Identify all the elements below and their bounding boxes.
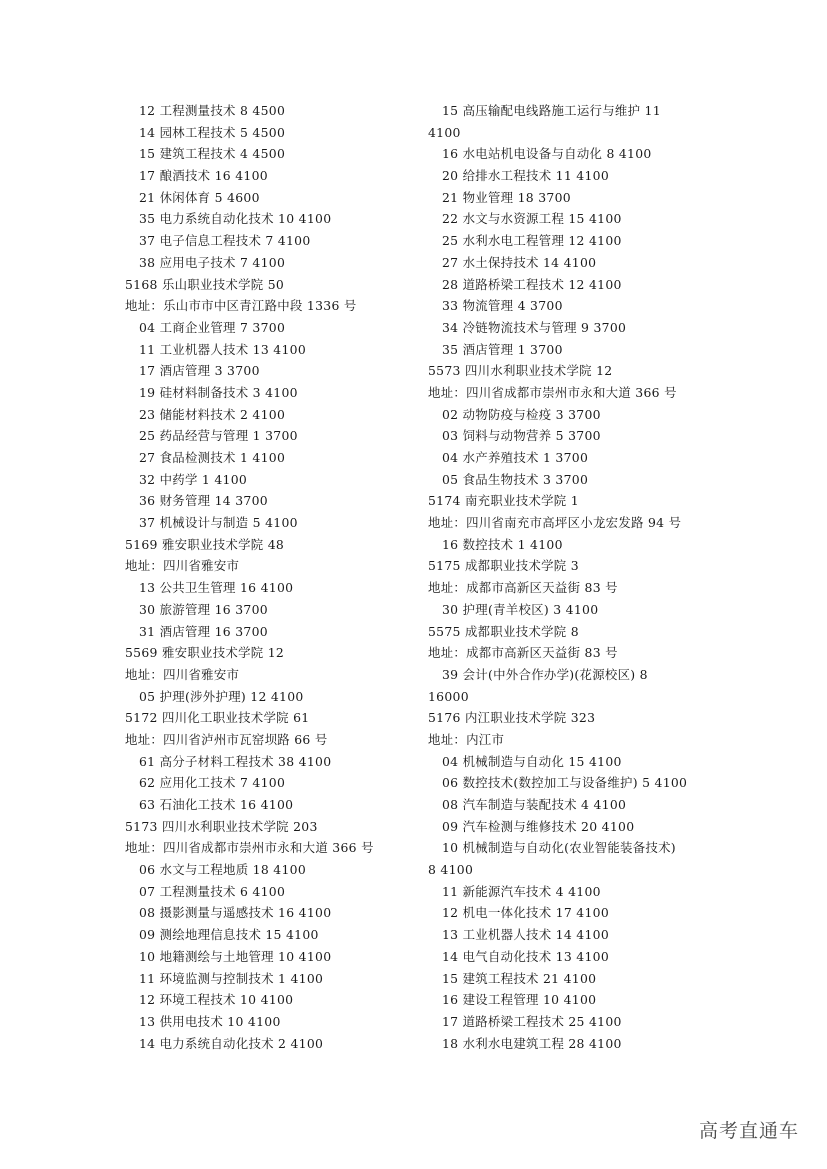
continuation-line: 4100 [428,124,461,140]
address-line: 地址：四川省南充市高坪区小龙宏发路 94 号 [428,515,682,531]
major-line: 37 机械设计与制造 5 4100 [139,515,298,531]
watermark-logo: 高考直通车 [698,1120,799,1142]
continuation-line: 8 4100 [428,862,474,878]
major-line: 17 酿酒技术 16 4100 [139,168,268,184]
major-line: 03 饲料与动物营养 5 3700 [442,428,601,444]
major-line: 09 测绘地理信息技术 15 4100 [139,927,319,943]
address-line: 地址：成都市高新区天益街 83 号 [428,580,618,596]
major-line: 04 机械制造与自动化 15 4100 [442,753,622,769]
school-line: 5175 成都职业技术学院 3 [428,558,579,574]
major-line: 34 冷链物流技术与管理 9 3700 [442,319,627,335]
major-line: 19 硅材料制备技术 3 4100 [139,384,298,400]
major-line: 05 护理(涉外护理) 12 4100 [139,688,304,704]
major-line: 25 水利水电工程管理 12 4100 [442,233,622,249]
major-line: 11 新能源汽车技术 4 4100 [442,883,601,899]
school-line: 5176 内江职业技术学院 323 [428,710,596,726]
major-line: 63 石油化工技术 16 4100 [139,797,294,812]
continuation-line: 16000 [428,688,469,704]
major-line: 37 电子信息工程技术 7 4100 [139,233,311,249]
school-line: 5173 四川水利职业技术学院 203 [125,818,318,834]
major-line: 33 物流管理 4 3700 [442,298,563,314]
major-line: 18 水利水电建筑工程 28 4100 [442,1035,622,1051]
major-line: 16 水电站机电设备与自动化 8 4100 [442,146,652,162]
major-line: 06 数控技术(数控加工与设备维护) 5 4100 [442,775,688,791]
major-line: 13 工业机器人技术 14 4100 [442,927,610,943]
major-line: 02 动物防疫与检疫 3 3700 [442,406,601,422]
address-line: 地址：四川省泸州市瓦窑坝路 66 号 [125,731,328,747]
major-line: 04 水产养殖技术 1 3700 [442,450,589,465]
major-line: 27 食品检测技术 1 4100 [139,450,286,465]
major-line: 10 地籍测绘与土地管理 10 4100 [139,948,332,964]
school-line: 5169 雅安职业技术学院 48 [125,536,285,552]
major-line: 14 电气自动化技术 13 4100 [442,948,610,964]
major-line: 08 汽车制造与装配技术 4 4100 [442,797,627,812]
major-line: 12 机电一体化技术 17 4100 [442,905,610,921]
major-line: 16 数控技术 1 4100 [442,536,563,552]
address-line: 地址：四川省成都市崇州市永和大道 366 号 [428,384,677,400]
school-line: 5569 雅安职业技术学院 12 [125,645,285,661]
major-line: 28 道路桥梁工程技术 12 4100 [442,276,622,292]
address-line: 地址：乐山市市中区青江路中段 1336 号 [125,298,357,314]
major-line: 30 旅游管理 16 3700 [139,601,268,617]
major-line: 04 工商企业管理 7 3700 [139,319,286,335]
major-line: 21 休闲体育 5 4600 [139,189,260,205]
left-column [125,100,415,1054]
major-line: 35 酒店管理 1 3700 [442,341,563,357]
address-line: 地址：四川省雅安市 [125,666,240,682]
school-line: 5168 乐山职业技术学院 50 [125,276,285,292]
major-line: 15 建筑工程技术 21 4100 [442,970,597,986]
major-line: 17 酒店管理 3 3700 [139,363,260,379]
major-line: 09 汽车检测与维修技术 20 4100 [442,818,635,834]
major-line: 07 工程测量技术 6 4100 [139,883,286,899]
major-line: 62 应用化工技术 7 4100 [139,775,286,791]
major-line: 32 中药学 1 4100 [139,471,248,487]
major-line: 15 建筑工程技术 4 4500 [139,146,286,162]
major-line: 08 摄影测量与遥感技术 16 4100 [139,905,332,921]
major-line: 10 机械制造与自动化(农业智能装备技术) [442,840,676,856]
major-line: 61 高分子材料工程技术 38 4100 [139,753,332,769]
major-line: 13 供用电技术 10 4100 [139,1013,281,1029]
major-line: 25 药品经营与管理 1 3700 [139,428,298,444]
major-line: 16 建设工程管理 10 4100 [442,992,597,1008]
major-line: 06 水文与工程地质 18 4100 [139,862,307,878]
major-line: 14 电力系统自动化技术 2 4100 [139,1035,324,1051]
major-line: 35 电力系统自动化技术 10 4100 [139,211,332,227]
major-line: 15 高压输配电线路施工运行与维护 11 [442,103,661,118]
major-line: 22 水文与水资源工程 15 4100 [442,211,622,227]
major-line: 05 食品生物技术 3 3700 [442,471,589,487]
address-line: 地址：成都市高新区天益街 83 号 [428,645,618,661]
school-line: 5172 四川化工职业技术学院 61 [125,710,310,726]
major-line: 11 工业机器人技术 13 4100 [139,341,307,357]
major-line: 11 环境监测与控制技术 1 4100 [139,970,324,986]
major-line: 20 给排水工程技术 11 4100 [442,168,610,184]
address-line: 地址：四川省成都市崇州市永和大道 366 号 [125,840,374,856]
school-line: 5573 四川水利职业技术学院 12 [428,363,613,379]
address-line: 地址：内江市 [428,731,505,747]
major-line: 39 会计(中外合作办学)(花源校区) 8 [442,666,648,682]
major-line: 31 酒店管理 16 3700 [139,623,268,639]
major-line: 13 公共卫生管理 16 4100 [139,580,294,596]
right-column [428,100,713,1054]
major-line: 12 环境工程技术 10 4100 [139,992,294,1008]
major-line: 38 应用电子技术 7 4100 [139,254,286,270]
school-line: 5174 南充职业技术学院 1 [428,493,579,509]
major-line: 30 护理(青羊校区) 3 4100 [442,601,599,617]
address-line: 地址：四川省雅安市 [125,558,240,574]
major-line: 14 园林工程技术 5 4500 [139,124,286,140]
major-line: 23 储能材料技术 2 4100 [139,406,286,422]
major-line: 12 工程测量技术 8 4500 [139,103,286,118]
major-line: 21 物业管理 18 3700 [442,189,571,205]
major-line: 27 水土保持技术 14 4100 [442,254,597,270]
school-line: 5575 成都职业技术学院 8 [428,623,579,639]
major-line: 17 道路桥梁工程技术 25 4100 [442,1013,622,1029]
major-line: 36 财务管理 14 3700 [139,493,268,509]
